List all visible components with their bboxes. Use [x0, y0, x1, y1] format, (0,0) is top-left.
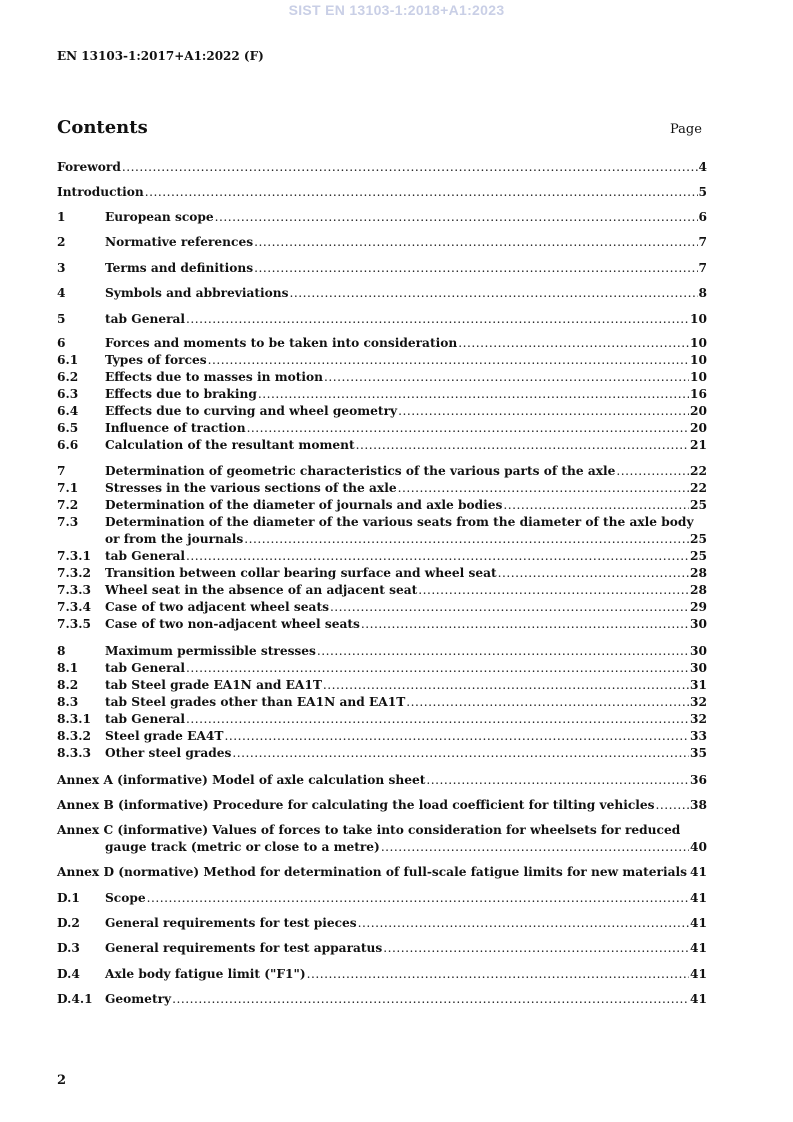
toc-entry-text: tab General: [105, 549, 186, 563]
toc-entry-page: 8: [698, 286, 707, 300]
toc-entry-page: 33: [690, 729, 707, 743]
dot-leader: [398, 403, 689, 420]
document-id: EN 13103-1:2017+A1:2022 (F): [57, 49, 264, 63]
dot-leader: [398, 480, 689, 497]
dot-leader: [244, 531, 689, 548]
toc-entry-text: Forces and moments to be taken into consideration: [105, 336, 458, 350]
toc-entry-number: 7.3.2: [57, 566, 91, 580]
dot-leader: [616, 463, 689, 480]
toc-entry-page: 22: [690, 481, 707, 495]
toc-entry-text: General requirements for test pieces: [105, 916, 357, 930]
toc-entry-7-3-4[interactable]: [57, 599, 707, 616]
dot-leader: [186, 711, 689, 728]
toc-entry-7-3-line2[interactable]: [57, 531, 707, 548]
toc-entry-d-4[interactable]: [57, 966, 707, 983]
toc-entry-6-2[interactable]: [57, 369, 707, 386]
toc-entry-1[interactable]: [57, 209, 707, 226]
dot-leader: [290, 285, 698, 302]
toc-entry-page: 25: [690, 549, 707, 563]
toc-entry-number: 6.6: [57, 438, 79, 452]
dot-leader: [254, 260, 697, 277]
dot-leader: [418, 582, 689, 599]
toc-entry-8[interactable]: [57, 643, 707, 660]
toc-entry-7-3-1[interactable]: [57, 548, 707, 565]
toc-entry-number: 7.3.4: [57, 600, 91, 614]
toc-entry-text: gauge track (metric or close to a metre): [105, 840, 380, 854]
dot-leader: [498, 565, 689, 582]
dot-leader: [688, 864, 689, 881]
toc-entry-page: 6: [698, 210, 707, 224]
toc-entry-8-3-3[interactable]: [57, 745, 707, 762]
toc-entry-8-3-1[interactable]: [57, 711, 707, 728]
dot-leader: [247, 420, 689, 437]
toc-entry-text: Stresses in the various sections of the axle: [105, 481, 397, 495]
toc-entry-page: 35: [690, 746, 707, 760]
page-number: 2: [57, 1073, 67, 1088]
toc-entry-page: 32: [690, 712, 707, 726]
toc-entry-text: Geometry: [105, 992, 172, 1006]
toc-entry-annex-d[interactable]: [57, 864, 707, 881]
toc-entry-text: tab General: [105, 312, 186, 326]
dot-leader: [186, 660, 689, 677]
toc-entry-page: 28: [690, 583, 707, 597]
toc-entry-text: Case of two non-adjacent wheel seats: [105, 617, 360, 631]
toc-entry-text: tab General: [105, 712, 186, 726]
toc-entry-number: 8.3.3: [57, 746, 91, 760]
dot-leader: [186, 311, 689, 328]
toc-entry-6[interactable]: [57, 335, 707, 352]
toc-entry-page: 41: [690, 941, 707, 955]
toc-entry-number: 8.2: [57, 678, 79, 692]
toc-entry-text: Annex C (informative) Values of forces to take into consideration for wheelsets for reduced: [57, 823, 681, 837]
toc-entry-number: D.1: [57, 891, 80, 905]
toc-entry-page: 32: [690, 695, 707, 709]
dot-leader: [358, 915, 689, 932]
toc-entry-number: 7.3.3: [57, 583, 91, 597]
dot-leader: [503, 497, 689, 514]
toc-entry-number: 6.1: [57, 353, 79, 367]
dot-leader: [356, 437, 689, 454]
dot-leader: [324, 369, 689, 386]
toc-entry-5[interactable]: [57, 311, 707, 328]
toc-entry-page: 30: [690, 644, 707, 658]
toc-entry-page: 41: [690, 916, 707, 930]
toc-entry-d-4-1[interactable]: [57, 991, 707, 1008]
toc-entry-6-6[interactable]: [57, 437, 707, 454]
toc-entry-text: Axle body fatigue limit ("F1"): [105, 967, 306, 981]
toc-entry-page: 21: [690, 438, 707, 452]
dot-leader: [330, 599, 689, 616]
toc-entry-text: Determination of geometric characteristics of the various parts of the axle: [105, 464, 616, 478]
dot-leader: [426, 772, 689, 789]
toc-entry-number: 7.2: [57, 498, 79, 512]
toc-entry-page: 10: [690, 312, 707, 326]
toc-entry-annex-c[interactable]: [57, 822, 707, 856]
toc-entry-page: 10: [690, 353, 707, 367]
dot-leader: [323, 677, 689, 694]
toc-entry-text: tab General: [105, 661, 186, 675]
toc-entry-text: Normative references: [105, 235, 254, 249]
toc-entry-text: Symbols and abbreviations: [105, 286, 289, 300]
toc-entry-d-2[interactable]: [57, 915, 707, 932]
watermark: SIST EN 13103-1:2018+A1:2023: [288, 2, 505, 18]
toc-entry-number: 6.3: [57, 387, 79, 401]
toc-entry-number: 7: [57, 464, 66, 478]
toc-entry-text: tab Steel grades other than EA1N and EA1T: [105, 695, 406, 709]
dot-leader: [258, 386, 689, 403]
toc-entry-text: Steel grade EA4T: [105, 729, 224, 743]
toc-entry-text: Transition between collar bearing surface and wheel seat: [105, 566, 497, 580]
toc-entry-number: D.2: [57, 916, 80, 930]
toc-entry-number: 8.3.2: [57, 729, 91, 743]
toc-entry-number: D.4.1: [57, 992, 93, 1006]
contents-title: Contents: [57, 117, 148, 138]
toc-entry-introduction[interactable]: [57, 184, 707, 201]
toc-entry-number: 7.3.5: [57, 617, 91, 631]
toc-entry-number: 7.1: [57, 481, 79, 495]
toc-entry-text: Wheel seat in the absence of an adjacent seat: [105, 583, 418, 597]
dot-leader: [383, 940, 689, 957]
toc-entry-page: 10: [690, 370, 707, 384]
toc-entry-7-2[interactable]: [57, 497, 707, 514]
toc-entry-number: 8: [57, 644, 66, 658]
dot-leader: [381, 839, 689, 856]
toc-entry-number: 4: [57, 286, 66, 300]
toc-entry-6-1[interactable]: [57, 352, 707, 369]
toc-entry-7-3-3[interactable]: [57, 582, 707, 599]
toc-group-7: [57, 463, 707, 633]
dot-leader: [186, 548, 689, 565]
toc-entry-number: 6.4: [57, 404, 79, 418]
toc-entry-text: Foreword: [57, 160, 121, 174]
dot-leader: [147, 890, 689, 907]
toc-entry-page: 41: [690, 891, 707, 905]
toc-entry-page: 40: [690, 840, 707, 854]
page-column-label: Page: [670, 122, 702, 137]
toc-group-6: [57, 335, 707, 454]
toc-entry-d-1[interactable]: [57, 890, 707, 907]
toc-entry-page: 20: [690, 404, 707, 418]
toc-entry-text: Calculation of the resultant moment: [105, 438, 355, 452]
toc-entry-text: Effects due to braking: [105, 387, 257, 401]
toc-entry-number: D.4: [57, 967, 80, 981]
toc-entry-text: Introduction: [57, 185, 144, 199]
toc-entry-text: Types of forces: [105, 353, 207, 367]
dot-leader: [215, 209, 698, 226]
toc-entry-text: European scope: [105, 210, 214, 224]
toc-entry-7[interactable]: [57, 463, 707, 480]
dot-leader: [307, 966, 689, 983]
toc-entry-7-1[interactable]: [57, 480, 707, 497]
toc-entry-number: 7.3: [57, 515, 79, 529]
dot-leader: [656, 797, 690, 814]
toc-entry-page: 41: [690, 865, 707, 879]
toc-entry-6-3[interactable]: [57, 386, 707, 403]
toc-entry-8-3-2[interactable]: [57, 728, 707, 745]
toc-entry-page: 7: [698, 261, 707, 275]
toc-entry-page: 31: [690, 678, 707, 692]
toc-entry-number: 6: [57, 336, 66, 350]
toc-entry-d-3[interactable]: [57, 940, 707, 957]
toc-entry-3[interactable]: [57, 260, 707, 277]
toc-entry-page: 16: [690, 387, 707, 401]
toc-entry-6-4[interactable]: [57, 403, 707, 420]
dot-leader: [254, 234, 697, 251]
toc-entry-page: 28: [690, 566, 707, 580]
toc-entry-text: Maximum permissible stresses: [105, 644, 316, 658]
toc-entry-number: D.3: [57, 941, 80, 955]
toc-entry-2[interactable]: [57, 234, 707, 251]
toc-entry-page: 29: [690, 600, 707, 614]
toc-group-8: [57, 643, 707, 762]
toc-entry-number: 8.3.1: [57, 712, 91, 726]
toc-entry-page: 22: [690, 464, 707, 478]
toc-entry-annex-a[interactable]: [57, 772, 707, 789]
toc-entry-text: Terms and definitions: [105, 261, 254, 275]
toc-entry-4[interactable]: [57, 285, 707, 302]
toc-entry-number: 7.3.1: [57, 549, 91, 563]
toc-entry-text: Determination of the diameter of journals and axle bodies: [105, 498, 503, 512]
dot-leader: [172, 991, 689, 1008]
toc-entry-number: 8.1: [57, 661, 79, 675]
toc-entry-text: General requirements for test apparatus: [105, 941, 383, 955]
toc-entry-page: 25: [690, 498, 707, 512]
toc-entry-page: 20: [690, 421, 707, 435]
toc-entry-page: 30: [690, 617, 707, 631]
toc-entry-7-3-2[interactable]: [57, 565, 707, 582]
toc-entry-page: 38: [690, 798, 707, 812]
toc-entry-page: 41: [690, 992, 707, 1006]
toc-entry-7-3-5[interactable]: [57, 616, 707, 633]
toc-entry-text: Annex D (normative) Method for determination of full-scale fatigue limits for new materials: [57, 865, 687, 879]
toc-entry-number: 8.3: [57, 695, 79, 709]
toc-entry-text: Determination of the diameter of the various seats from the diameter of the axle body: [105, 515, 694, 529]
toc-entry-page: 4: [698, 160, 707, 174]
toc-entry-8-2[interactable]: [57, 677, 707, 694]
toc-entry-number: 2: [57, 235, 66, 249]
toc-entry-8-3[interactable]: [57, 694, 707, 711]
toc-entry-number: 6.2: [57, 370, 79, 384]
dot-leader: [122, 159, 698, 176]
dot-leader: [208, 352, 689, 369]
dot-leader: [232, 745, 689, 762]
toc-entry-page: 41: [690, 967, 707, 981]
dot-leader: [145, 184, 698, 201]
toc-entry-annex-b[interactable]: [57, 797, 707, 814]
dot-leader: [317, 643, 689, 660]
toc-entry-text: Influence of traction: [105, 421, 246, 435]
dot-leader: [406, 694, 689, 711]
toc-entry-text: Annex A (informative) Model of axle calculation sheet: [57, 773, 426, 787]
toc-entry-text: Effects due to masses in motion: [105, 370, 323, 384]
dot-leader: [224, 728, 689, 745]
toc-entry-page: 36: [690, 773, 707, 787]
toc-entry-number: 6.5: [57, 421, 79, 435]
toc-entry-8-1[interactable]: [57, 660, 707, 677]
toc-entry-text: Annex B (informative) Procedure for calculating the load coefficient for tilting vehicles: [57, 798, 655, 812]
dot-leader: [361, 616, 689, 633]
toc-entry-text: Scope: [105, 891, 146, 905]
toc-entry-text: or from the journals: [105, 532, 244, 546]
toc-entry-number: 5: [57, 312, 66, 326]
toc-entry-page: 5: [698, 185, 707, 199]
toc-entry-page: 30: [690, 661, 707, 675]
toc-entry-6-5[interactable]: [57, 420, 707, 437]
toc-entry-page: 7: [698, 235, 707, 249]
toc-entry-foreword[interactable]: [57, 159, 707, 176]
toc-entry-text: Other steel grades: [105, 746, 232, 760]
toc-entry-number: 1: [57, 210, 66, 224]
toc-entry-page: 25: [690, 532, 707, 546]
toc-entry-text: Case of two adjacent wheel seats: [105, 600, 329, 614]
toc-entry-text: tab Steel grade EA1N and EA1T: [105, 678, 322, 692]
toc-entry-7-3-line1[interactable]: [57, 514, 707, 531]
toc-entry-text: Effects due to curving and wheel geometry: [105, 404, 398, 418]
toc-entry-number: 3: [57, 261, 66, 275]
toc-entry-page: 10: [690, 336, 707, 350]
dot-leader: [458, 335, 689, 352]
